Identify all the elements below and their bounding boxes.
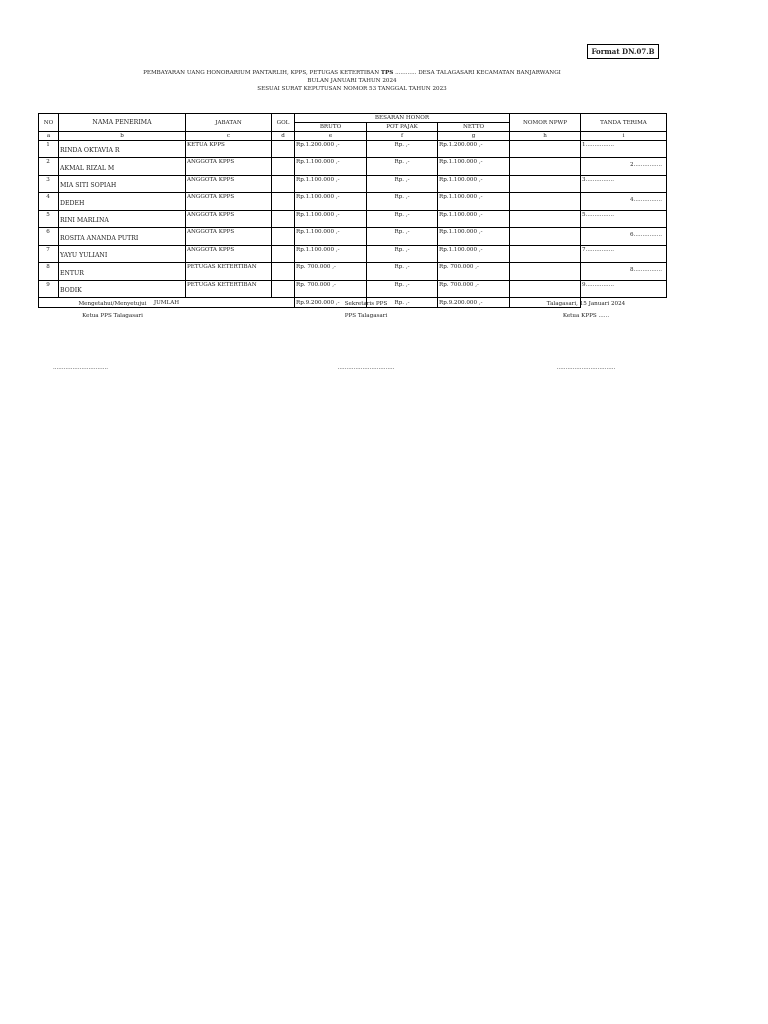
row-netto: Rp.1.100.000 ,- [438, 158, 510, 176]
row-bruto: Rp. 700.000 ,- [295, 263, 367, 281]
table-row [39, 228, 667, 246]
signature-center [296, 298, 436, 371]
row-nama: DEDEH [59, 193, 186, 211]
signature-center-dots: ................................ [337, 365, 395, 371]
row-netto: Rp. 700.000 ,- [438, 281, 510, 298]
row-pajak: Rp. ,- [367, 211, 438, 228]
row-gol [272, 246, 295, 263]
row-gol [272, 158, 295, 176]
row-nama: AKMAL RIZAL M [59, 158, 186, 176]
row-nama: RINDA OKTAVIA R [59, 141, 186, 158]
letter-h: h [510, 132, 581, 141]
row-jabatan: ANGGOTA KPPS [186, 193, 272, 211]
row-no: 8 [39, 263, 59, 281]
row-no: 6 [39, 228, 59, 246]
row-bruto: Rp.1.100.000 ,- [295, 246, 367, 263]
row-bruto: Rp.1.100.000 ,- [295, 193, 367, 211]
row-npwp [510, 281, 581, 298]
letter-e: e [295, 132, 367, 141]
row-npwp [510, 158, 581, 176]
table-row [39, 281, 667, 298]
header-gol: GOL [272, 114, 295, 132]
row-gol [272, 263, 295, 281]
row-pajak: Rp. ,- [367, 158, 438, 176]
row-npwp [510, 193, 581, 211]
row-gol [272, 176, 295, 193]
letter-g: g [438, 132, 510, 141]
letter-c: c [186, 132, 272, 141]
row-netto: Rp.1.100.000 ,- [438, 228, 510, 246]
row-no: 1 [39, 141, 59, 158]
signature-center-line2: PPS Talagasari [344, 313, 388, 319]
table-row [39, 141, 667, 158]
signature-left-line2: Ketua PPS Talagasari [82, 313, 143, 319]
letter-i: i [581, 132, 667, 141]
row-pajak: Rp. ,- [367, 281, 438, 298]
letter-b: b [59, 132, 186, 141]
row-nama: RINI MARLINA [59, 211, 186, 228]
honorarium-table [38, 113, 667, 308]
row-nama: ROSITA ANANDA PUTRI [59, 228, 186, 246]
row-npwp [510, 228, 581, 246]
row-npwp [510, 246, 581, 263]
row-pajak: Rp. ,- [367, 193, 438, 211]
row-npwp [510, 263, 581, 281]
row-gol [272, 228, 295, 246]
row-pajak: Rp. ,- [367, 141, 438, 158]
row-bruto: Rp.1.100.000 ,- [295, 158, 367, 176]
row-tanda-terima: 4................ [581, 193, 667, 211]
signature-left-line1: Mengetahui/Menyetujui [78, 301, 147, 307]
table-row [39, 193, 667, 211]
total-pajak: Rp. ,- [367, 298, 438, 308]
table-row [39, 176, 667, 193]
table-row [39, 246, 667, 263]
row-netto: Rp.1.200.000 ,- [438, 141, 510, 158]
header-no: NO [39, 114, 59, 132]
signature-right-dots: ................................. [556, 365, 616, 371]
total-bruto: Rp.9.200.000 ,- [295, 298, 367, 308]
row-no: 3 [39, 176, 59, 193]
row-jabatan: ANGGOTA KPPS [186, 211, 272, 228]
row-bruto: Rp.1.100.000 ,- [295, 211, 367, 228]
row-jabatan: PETUGAS KETERTIBAN [186, 263, 272, 281]
row-netto: Rp.1.100.000 ,- [438, 176, 510, 193]
letter-a: a [39, 132, 59, 141]
row-gol [272, 211, 295, 228]
header-npwp: NOMOR NPWP [510, 114, 581, 132]
header-nama: NAMA PENERIMA [59, 114, 186, 132]
row-no: 4 [39, 193, 59, 211]
table-row [39, 211, 667, 228]
row-nama: BODIK [59, 281, 186, 298]
header-besaran: BESARAN HONOR [295, 114, 510, 123]
signature-center-line1: Sekretaris PPS [344, 301, 388, 307]
signature-left [40, 298, 185, 371]
row-gol [272, 141, 295, 158]
table-row [39, 158, 667, 176]
row-netto: Rp. 700.000 ,- [438, 263, 510, 281]
header-tanda-terima: TANDA TERIMA [581, 114, 667, 132]
row-pajak: Rp. ,- [367, 176, 438, 193]
row-jabatan: ANGGOTA KPPS [186, 228, 272, 246]
row-netto: Rp.1.100.000 ,- [438, 246, 510, 263]
row-jabatan: ANGGOTA KPPS [186, 246, 272, 263]
row-tanda-terima: 2................ [581, 158, 667, 176]
row-no: 2 [39, 158, 59, 176]
heading-line-3: SESUAI SURAT KEPUTUSAN NOMOR 53 TANGGAL TAHUN 2023 [257, 86, 447, 92]
row-pajak: Rp. ,- [367, 263, 438, 281]
letter-d: d [272, 132, 295, 141]
row-pajak: Rp. ,- [367, 228, 438, 246]
row-jabatan: PETUGAS KETERTIBAN [186, 281, 272, 298]
row-tanda-terima: 7................ [581, 246, 667, 263]
table-row [39, 263, 667, 281]
row-tanda-terima: 8................ [581, 263, 667, 281]
row-jabatan: ANGGOTA KPPS [186, 158, 272, 176]
letter-f: f [367, 132, 438, 141]
heading-line-1-bold: TPS [380, 70, 394, 76]
signature-right-line2: Ketua KPPS ...... [562, 313, 610, 319]
header-netto: NETTO [438, 123, 510, 132]
row-jabatan: ANGGOTA KPPS [186, 176, 272, 193]
row-gol [272, 281, 295, 298]
row-bruto: Rp.1.200.000 ,- [295, 141, 367, 158]
row-gol [272, 193, 295, 211]
row-nama: YAYU YULIANI [59, 246, 186, 263]
row-npwp [510, 176, 581, 193]
header-pot-pajak: POT PAJAK [367, 123, 438, 132]
heading-line-2: BULAN JANUARI TAHUN 2024 [307, 78, 397, 84]
row-tanda-terima: 1................ [581, 141, 667, 158]
heading-line-1-post: ............ DESA TALAGASARI KECAMATAN BANJARWANGI [393, 70, 561, 76]
row-npwp [510, 211, 581, 228]
header-jabatan: JABATAN [186, 114, 272, 132]
row-netto: Rp.1.100.000 ,- [438, 211, 510, 228]
row-bruto: Rp. 700.000 ,- [295, 281, 367, 298]
signature-left-dots: ............................... [52, 365, 109, 371]
row-tanda-terima: 9................ [581, 281, 667, 298]
row-jabatan: KETUA KPPS [186, 141, 272, 158]
row-bruto: Rp.1.100.000 ,- [295, 228, 367, 246]
row-tanda-terima: 3................ [581, 176, 667, 193]
signature-right [516, 298, 656, 371]
row-pajak: Rp. ,- [367, 246, 438, 263]
format-label: Format DN.07.B [587, 44, 659, 59]
row-no: 5 [39, 211, 59, 228]
signature-right-line1: Talagasari, 15 Januari 2024 [546, 301, 626, 307]
row-bruto: Rp.1.100.000 ,- [295, 176, 367, 193]
row-npwp [510, 141, 581, 158]
row-no: 7 [39, 246, 59, 263]
row-tanda-terima: 6................ [581, 228, 667, 246]
row-nama: MIA SITI SOPIAH [59, 176, 186, 193]
row-netto: Rp.1.100.000 ,- [438, 193, 510, 211]
row-nama: ENTUR [59, 263, 186, 281]
total-netto: Rp.9.200.000 ,- [438, 298, 510, 308]
heading-line-1-pre: PEMBAYARAN UANG HONORARIUM PANTARLIH, KPPS, PETUGAS KETERTIBAN [143, 70, 381, 76]
total-label: JUMLAH [39, 298, 295, 308]
row-tanda-terima: 5................ [581, 211, 667, 228]
header-bruto: BRUTO [295, 123, 367, 132]
row-no: 9 [39, 281, 59, 298]
